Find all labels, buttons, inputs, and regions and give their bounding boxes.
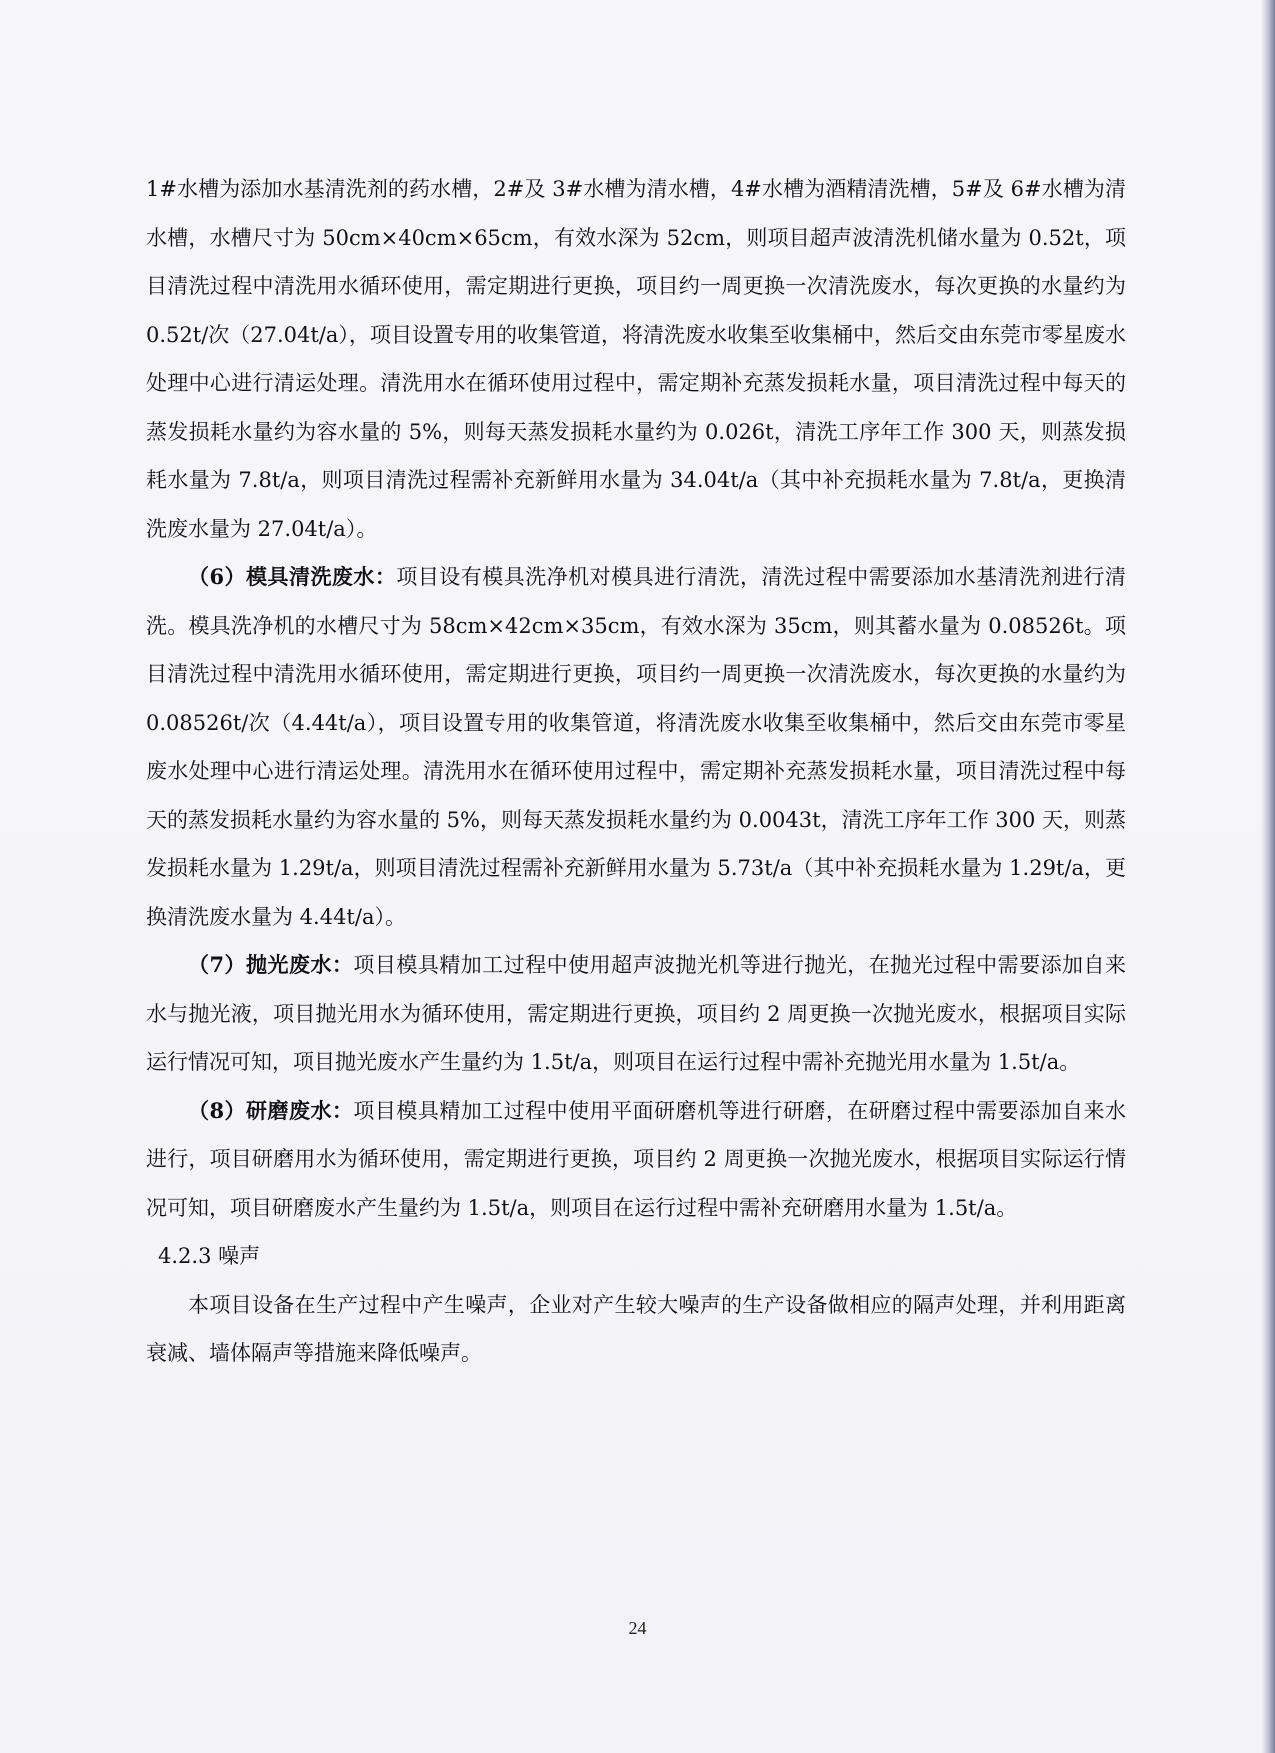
- paragraph-text: 项目设有模具洗净机对模具进行清洗，清洗过程中需要添加水基清洗剂进行清洗。模具洗净机的水槽尺寸为 58cm×42cm×35cm，有效水深为 35cm，则其蓄水量为 0.08526t。项目清洗过程中清洗用水循环使用，需定期进行更换，项目约一周更换一次清洗废水，每次更换的水量约为 0.08526t/次（4.44t/a），项目设置专用的收集管道，将清洗废水收集至收集桶中，然后交由东莞市零星废水处理中心进行清运处理。清洗用水在循环使用过程中，需定期补充蒸发损耗水量，项目清洗过程中每天的蒸发损耗水量约为容水量的 5%，则每天蒸发损耗水量约为 0.0043t，清洗工序年工作 300 天，则蒸发损耗水量为 1.29t/a，则项目清洗过程需补充新鲜用水量为 5.73t/a（其中补充损耗水量为 1.29t/a，更换清洗废水量为 4.44t/a）。: [146, 565, 1127, 929]
- paragraph-text: 项目模具精加工过程中使用平面研磨机等进行研磨，在研磨过程中需要添加自来水进行，项目研磨用水为循环使用，需定期进行更换，项目约 2 周更换一次抛光废水，根据项目实际运行情况可知，项目研磨废水产生量约为 1.5t/a，则项目在运行过程中需补充研磨用水量为 1.5t/a。: [146, 1098, 1126, 1220]
- paragraph-grinding-wastewater: [146, 1087, 1126, 1233]
- scan-edge-shadow: [1261, 0, 1275, 1753]
- paragraph-mold-cleaning-wastewater: [146, 553, 1126, 941]
- paragraph-ultrasonic-cleaning-cont: [146, 165, 1126, 553]
- paragraph-polishing-wastewater: [146, 941, 1126, 1087]
- paragraph-noise: [146, 1281, 1126, 1378]
- page-number: 24: [628, 1618, 647, 1638]
- section-title: 噪声: [218, 1244, 261, 1268]
- section-heading: [146, 1232, 1126, 1281]
- paragraph-text: 本项目设备在生产过程中产生噪声，企业对产生较大噪声的生产设备做相应的隔声处理，并利用距离衰减、墙体隔声等措施来降低噪声。: [146, 1292, 1126, 1365]
- paragraph-lead: （8）研磨废水：: [188, 1097, 354, 1123]
- document-body: [146, 165, 1126, 1378]
- paragraph-lead: （6）模具清洗废水：: [188, 564, 397, 589]
- paragraph-text: 项目模具精加工过程中使用超声波抛光机等进行抛光，在抛光过程中需要添加自来水与抛光液，项目抛光用水为循环使用，需定期进行更换，项目约 2 周更换一次抛光废水，根据项目实际运行情况可知，项目抛光废水产生量约为 1.5t/a，则项目在运行过程中需补充抛光用水量为 1.5t/a。: [146, 953, 1126, 1074]
- section-number: 4.2.3: [158, 1244, 212, 1268]
- paragraph-text: 1#水槽为添加水基清洗剂的药水槽，2#及 3#水槽为清水槽，4#水槽为酒精清洗槽，5#及 6#水槽为清水槽，水槽尺寸为 50cm×40cm×65cm，有效水深为 52cm，则项目超声波清洗机储水量为 0.52t，项目清洗过程中清洗用水循环使用，需定期进行更换，项目约一周更换一次清洗废水，每次更换的水量约为 0.52t/次（27.04t/a），项目设置专用的收集管道，将清洗废水收集至收集桶中，然后交由东莞市零星废水处理中心进行清运处理。清洗用水在循环使用过程中，需定期补充蒸发损耗水量，项目清洗过程中每天的蒸发损耗水量约为容水量的 5%，则每天蒸发损耗水量约为 0.026t，清洗工序年工作 300 天，则蒸发损耗水量为 7.8t/a，则项目清洗过程需补充新鲜用水量为 34.04t/a（其中补充损耗水量为 7.8t/a，更换清洗废水量为 27.04t/a）。: [146, 177, 1126, 541]
- paragraph-lead: （7）抛光废水：: [188, 952, 354, 977]
